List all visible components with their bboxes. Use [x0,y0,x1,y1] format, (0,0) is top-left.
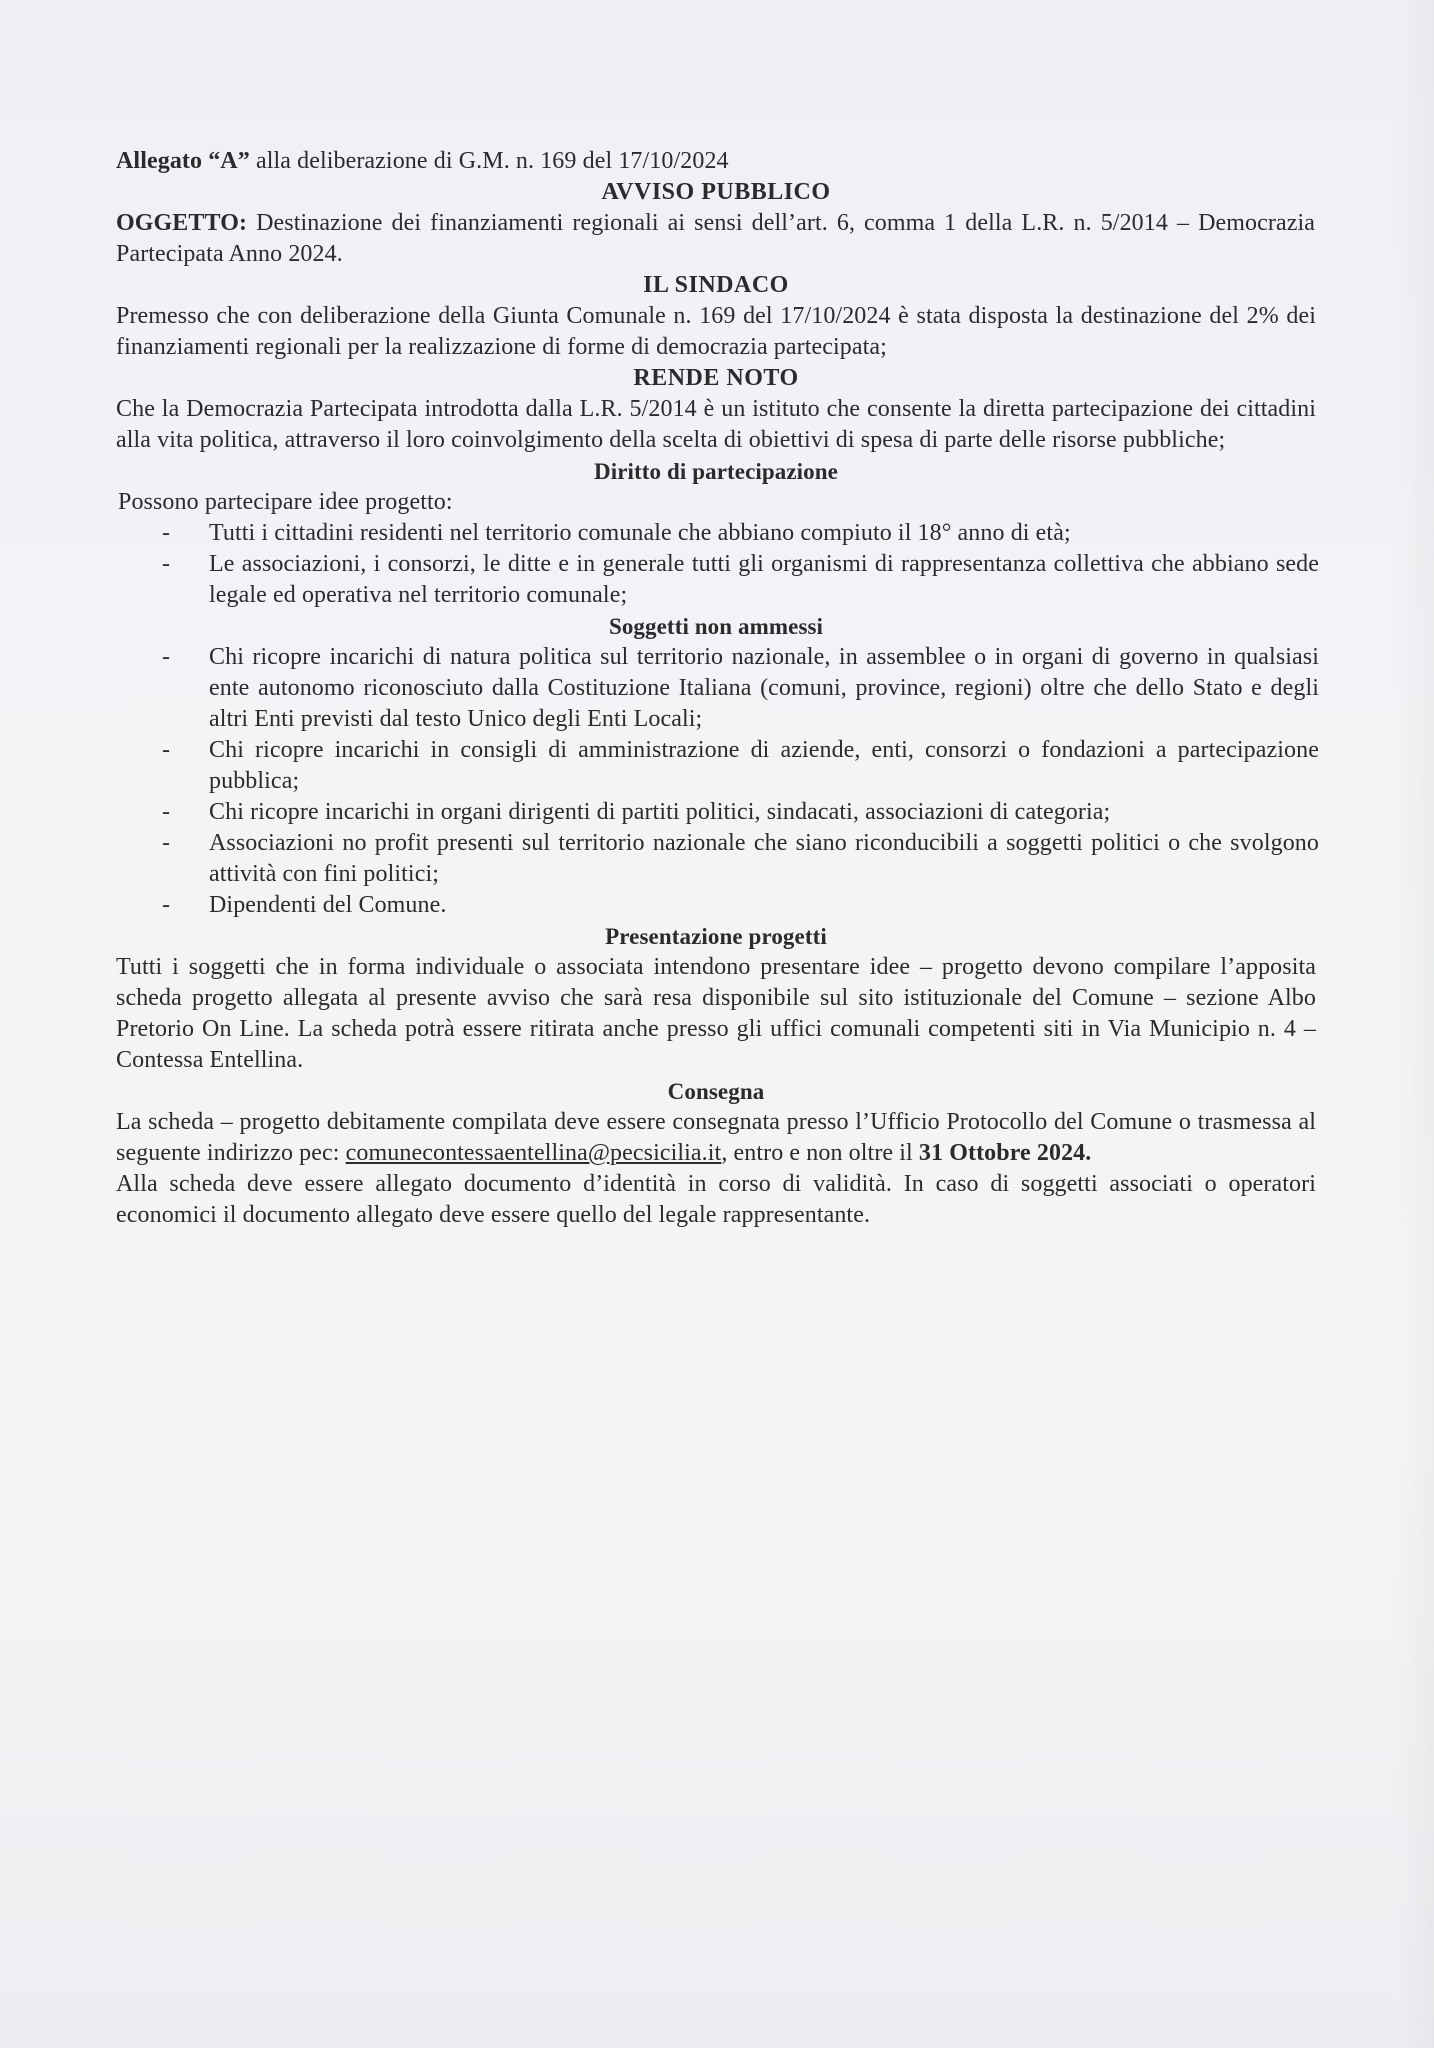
consegna-text-middle: , entro e non oltre il [721,1140,919,1166]
diritto-heading: Diritto di partecipazione [594,459,838,484]
pec-email-link[interactable]: comunecontessaentellina@pecsicilia.it [345,1140,722,1166]
dash-bullet: - [162,737,171,763]
allegato-label: Allegato “A” [116,148,250,174]
presentazione-paragraph: Tutti i soggetti che in forma individuale o associata intendono presentare idee – progetto devono compilare l’apposita scheda progetto allegata al presente avviso che sarà resa disponibile sul sito istituzionale del Comune – sezione Albo Pretorio On Line. La scheda potrà essere ritirata anche presso gli uffici comunali competenti siti in Via Municipio n. 4 – Contessa Entellina. [116,954,1316,1073]
list-item-text: Tutti i cittadini residenti nel territorio comunale che abbiano compiuto il 18° anno di età; [209,520,1071,546]
premesso-paragraph: Premesso che con deliberazione della Giunta Comunale n. 169 del 17/10/2024 è stata disposta la destinazione del 2% dei finanziamenti regionali per la realizzazione di forme di democrazia partecipata; [116,303,1316,360]
rende-noto-paragraph: Che la Democrazia Partecipata introdotta dalla L.R. 5/2014 è un istituto che consente la diretta partecipazione dei cittadini alla vita politica, attraverso il loro coinvolgimento della scelta di obiettivi di spesa di parte delle risorse pubbliche; [116,396,1316,453]
consegna-heading: Consegna [667,1079,765,1104]
list-item-text: Chi ricopre incarichi in consigli di amministrazione di aziende, enti, consorzi o fondazioni a partecipazione pubblica; [209,737,1319,794]
rende-noto-heading: RENDE NOTO [633,365,799,391]
list-item [116,735,1319,797]
oggetto-label: OGGETTO: [116,210,248,236]
document-body [116,146,1319,1231]
diritto-list [116,518,1319,611]
list-item [116,890,1319,921]
dash-bullet: - [162,644,171,670]
oggetto-paragraph [116,208,1315,270]
allegato-line [116,146,1316,177]
list-item [116,797,1319,828]
sindaco-heading: IL SINDACO [643,272,789,298]
list-item-text: Dipendenti del Comune. [209,892,447,918]
list-item [116,518,1319,549]
document-title: AVVISO PUBBLICO [601,179,831,205]
consegna-text-start: La scheda – progetto debitamente compilata deve essere consegnata presso l’Ufficio Protocollo del Comune o trasmessa al seguente indirizzo pec: [116,1109,1316,1166]
page-edge-shadow [1394,0,1434,2048]
list-item-text: Associazioni no profit presenti sul territorio nazionale che siano riconducibili a soggetti politici o che svolgono attività con fini politici; [209,830,1319,887]
dash-bullet: - [162,830,171,856]
oggetto-text: Destinazione dei finanziamenti regionali ai sensi dell’art. 6, comma 1 della L.R. n. 5/2014 – Democrazia Partecipata Anno 2024. [116,210,1315,267]
list-item-text: Le associazioni, i consorzi, le ditte e in generale tutti gli organismi di rappresentanza collettiva che abbiano sede legale ed operativa nel territorio comunale; [209,551,1319,608]
dash-bullet: - [162,520,171,546]
allegato-documento-paragraph: Alla scheda deve essere allegato documento d’identità in corso di validità. In caso di soggetti associati o operatori economici il documento allegato deve essere quello del legale rappresentante. [116,1171,1316,1228]
soggetti-list [116,642,1319,921]
diritto-intro: Possono partecipare idee progetto: [118,489,453,515]
list-item [116,549,1319,611]
dash-bullet: - [162,799,171,825]
dash-bullet: - [162,551,171,577]
list-item-text: Chi ricopre incarichi in organi dirigenti di partiti politici, sindacati, associazioni di categoria; [209,799,1111,825]
soggetti-heading: Soggetti non ammessi [608,614,824,639]
list-item [116,642,1319,735]
allegato-reference: alla deliberazione di G.M. n. 169 del 17/10/2024 [249,148,729,174]
list-item-text: Chi ricopre incarichi di natura politica sul territorio nazionale, in assemblee o in organi di governo in qualsiasi ente autonomo riconosciuto dalla Costituzione Italiana (comuni, province, regioni) oltre che dello Stato e degli altri Enti previsti dal testo Unico degli Enti Locali; [209,644,1319,732]
dash-bullet: - [162,892,171,918]
presentazione-heading: Presentazione progetti [605,924,827,949]
list-item [116,828,1319,890]
consegna-paragraph [116,1107,1316,1169]
consegna-deadline: 31 Ottobre 2024. [918,1140,1092,1166]
